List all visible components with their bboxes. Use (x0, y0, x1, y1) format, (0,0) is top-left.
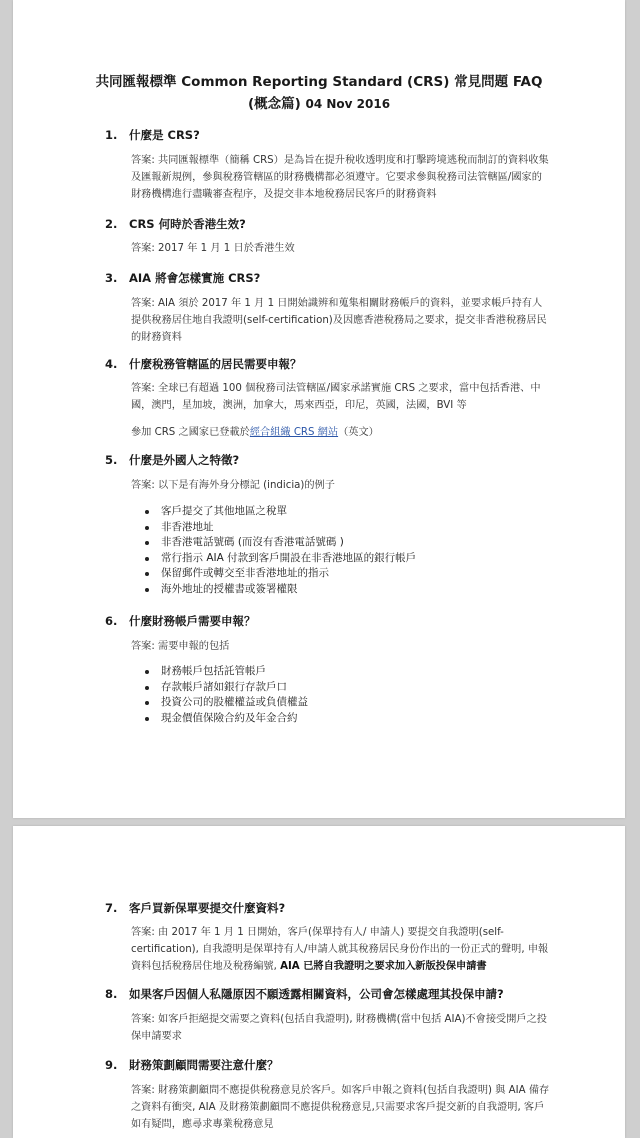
answer-emphasis: AIA 已將自我證明之要求加入新版投保申請書 (280, 961, 487, 972)
faq-question-5 (105, 452, 239, 468)
faq-question-6 (105, 613, 256, 629)
question-text: 財務策劃顧問需要注意什麼？ (129, 1058, 279, 1072)
question-text: AIA 將會怎樣實施 CRS? (129, 271, 261, 285)
question-number: 7. (105, 901, 118, 915)
question-number: 3. (105, 271, 118, 285)
list-item: 存款帳戶諸如銀行存款戶口 (143, 680, 308, 696)
list-item: 客戶提交了其他地區之稅單 (143, 504, 416, 520)
title-line-1: 共同匯報標準 Common Reporting Standard (CRS) 常見問題 FAQ (95, 74, 543, 90)
question-number: 1. (105, 128, 118, 142)
list-item: 非香港電話號碼 (而沒有香港電話號碼 ) (143, 535, 416, 551)
faq-question-8 (105, 986, 504, 1002)
question-text: 什麼財務帳戶需要申報？ (129, 614, 256, 628)
question-number: 6. (105, 614, 118, 628)
note-suffix: （英文） (338, 427, 379, 438)
question-text: 如果客戶因個人私隱原因不願透露相關資料，公司會怎樣處理其投保申請? (129, 987, 504, 1001)
document-date: 04 Nov 2016 (305, 97, 391, 111)
faq-question-3 (105, 270, 260, 286)
faq-question-2 (105, 216, 246, 232)
oecd-crs-website-link[interactable]: 經合組織 CRS 網站 (249, 427, 339, 438)
faq-answer-4-note (131, 424, 551, 441)
list-item: 財務帳戶包括託管帳戶 (143, 664, 308, 680)
faq-answer-2: 答案: 2017 年 1 月 1 日於香港生效 (131, 243, 295, 254)
list-item: 常行指示 AIA 付款到客戶開設在非香港地區的銀行帳戶 (143, 551, 416, 567)
question-text: 什麼稅務管轄區的居民需要申報？ (129, 357, 302, 371)
list-item: 現金價值保險合約及年金合約 (143, 711, 308, 727)
faq-question-4 (105, 356, 302, 372)
question-text: CRS 何時於香港生效? (129, 217, 246, 231)
faq-question-9 (105, 1057, 279, 1073)
indicia-list (143, 504, 416, 597)
reportable-accounts-list (143, 664, 308, 726)
question-text: 客戶買新保單要提交什麼資料? (129, 901, 286, 915)
faq-answer-3: 答案: AIA 須於 2017 年 1 月 1 日開始識辨和蒐集相關財務帳戶的資料，並要求帳戶持有人提供稅務居住地自我證明(self-certification)及因應香港稅務局之要求，提交非香港稅務居民的財務資料 (131, 298, 547, 343)
document-subtitle (13, 94, 625, 115)
faq-answer-8: 答案: 如客戶拒絕提交需要之資料(包括自我證明), 財務機構(當中包括 AIA)不會接受開戶之投保申請要求 (131, 1014, 547, 1042)
list-item: 投資公司的股權權益或負債權益 (143, 695, 308, 711)
faq-answer-7 (131, 924, 551, 975)
document-page-1 (13, 0, 625, 818)
faq-answer-5: 答案: 以下是有海外身分標記 (indicia)的例子 (131, 480, 335, 491)
answer-text: 答案: 由 2017 年 1 月 1 日開始，客戶(保單持有人/ 申請人) 要提交自我證明(self-certification), 自我證明是保單持有人/申請人就其稅務居民身份作出的一份正式的聲明, 申報資料包括稅務居住地及稅務編號, (131, 927, 549, 972)
document-title (13, 72, 625, 93)
faq-answer-6: 答案: 需要申報的包括 (131, 641, 230, 652)
question-number: 2. (105, 217, 118, 231)
faq-question-1 (105, 127, 200, 143)
document-page-2 (13, 826, 625, 1138)
question-number: 9. (105, 1058, 118, 1072)
question-number: 5. (105, 453, 118, 467)
question-text: 什麼是外國人之特徵? (129, 453, 240, 467)
faq-answer-1: 答案: 共同匯報標準（簡稱 CRS）是為旨在提升稅收透明度和打擊跨境逃稅而制訂的資料收集及匯報新規例，參與稅務管轄區的財務機構都必須遵守。它要求參與稅務司法管轄區/國家的財務機構進行盡職審查程序，及提交非本地稅務居民客戶的財務資料 (131, 155, 549, 200)
list-item: 海外地址的授權書或簽署權限 (143, 582, 416, 598)
faq-answer-9: 答案: 財務策劃顧問不應提供稅務意見於客戶。如客戶申報之資料(包括自我證明) 與 AIA 備存之資料有衝突, AIA 及財務策劃顧問不應提供稅務意見,只需要求客戶提交新的自我證明, 客戶如有疑問，應尋求專業稅務意見 (131, 1085, 550, 1130)
question-number: 8. (105, 987, 118, 1001)
faq-question-7 (105, 900, 285, 916)
question-number: 4. (105, 357, 118, 371)
question-text: 什麼是 CRS? (129, 128, 200, 142)
note-prefix: 參加 CRS 之國家已登載於 (131, 427, 250, 438)
list-item: 非香港地址 (143, 520, 416, 536)
title-line-2: (概念篇) (247, 96, 301, 112)
list-item: 保留郵件或轉交至非香港地址的指示 (143, 566, 416, 582)
faq-answer-4: 答案: 全球已有超過 100 個稅務司法管轄區/國家承諾實施 CRS 之要求，當中包括香港、中國，澳門，星加坡，澳洲，加拿大，馬來西亞，印尼，英國，法國，BVI 等 (131, 383, 541, 411)
